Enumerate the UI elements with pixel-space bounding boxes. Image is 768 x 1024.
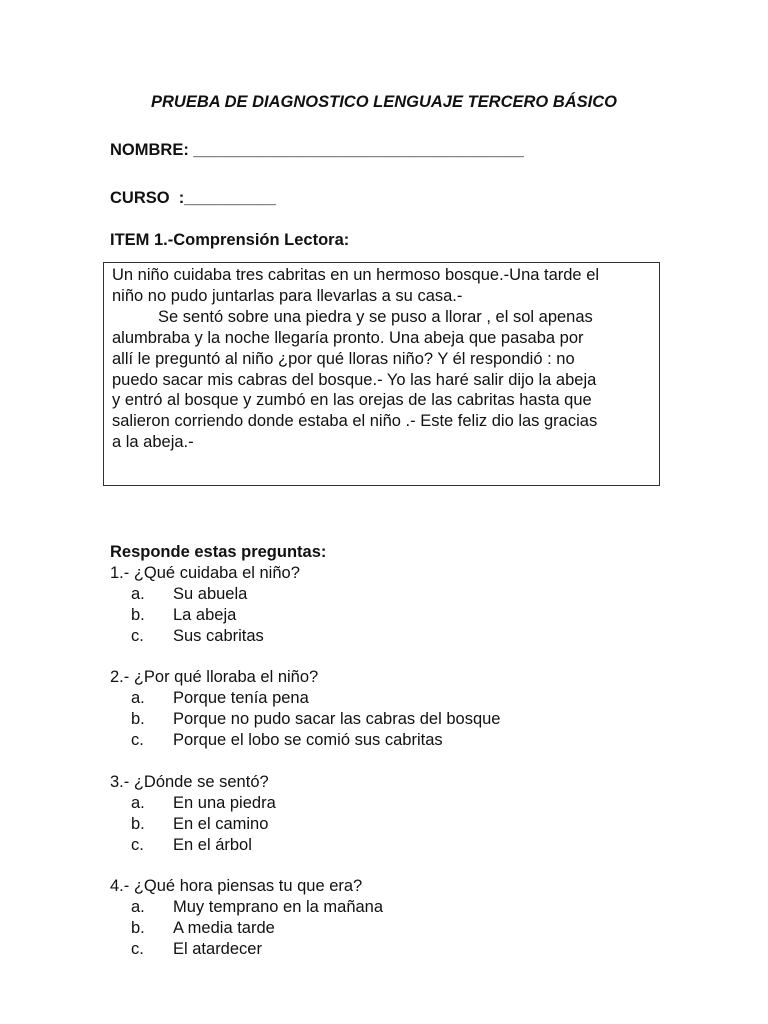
- reading-line: salieron corriendo donde estaba el niño .- Este feliz dio las gracias: [112, 412, 598, 431]
- curso-field[interactable]: CURSO :__________: [110, 189, 277, 207]
- option-1c[interactable]: c. Sus cabritas: [131, 626, 264, 645]
- question-3: [110, 772, 670, 856]
- reading-line: alumbraba y la noche llegaría pronto. Una abeja que pasaba por: [112, 328, 584, 347]
- option-3b[interactable]: b. En el camino: [131, 814, 269, 833]
- question-2: [110, 667, 670, 751]
- reading-line: niño no pudo juntarlas para llevarlas a su casa.-: [112, 286, 463, 305]
- reading-line: allí le preguntó al niño ¿por qué lloras niño? Y él respondió : no: [112, 349, 575, 368]
- page-title: PRUEBA DE DIAGNOSTICO LENGUAJE TERCERO BÁSICO: [150, 93, 617, 111]
- question-text: 4.- ¿Qué hora piensas tu que era?: [110, 877, 363, 896]
- option-4c[interactable]: c. El atardecer: [131, 940, 262, 959]
- option-2a[interactable]: a. Porque tenía pena: [131, 689, 309, 708]
- option-2c[interactable]: c. Porque el lobo se comió sus cabritas: [131, 731, 443, 750]
- option-3a[interactable]: a. En una piedra: [131, 793, 276, 812]
- reading-line: Se sentó sobre una piedra y se puso a llorar , el sol apenas: [158, 307, 593, 326]
- reading-line: Un niño cuidaba tres cabritas en un hermoso bosque.-Una tarde el: [112, 266, 600, 284]
- reading-line: a la abeja.-: [112, 433, 194, 452]
- question-1: [110, 563, 670, 647]
- option-1a[interactable]: a. Su abuela: [131, 584, 248, 603]
- questions-section: [110, 542, 670, 981]
- option-4b[interactable]: b. A media tarde: [131, 919, 275, 938]
- item-heading: ITEM 1.-Comprensión Lectora:: [110, 231, 350, 249]
- question-text: 1.- ¿Qué cuidaba el niño?: [110, 563, 300, 582]
- option-3c[interactable]: c. En el árbol: [131, 835, 252, 854]
- question-text: 2.- ¿Por qué lloraba el niño?: [110, 668, 319, 687]
- reading-line: y entró al bosque y zumbó en las orejas de las cabritas hasta que: [112, 391, 592, 410]
- question-4: [110, 876, 670, 960]
- questions-heading: Responde estas preguntas:: [110, 543, 327, 561]
- question-text: 3.- ¿Dónde se sentó?: [110, 772, 269, 791]
- reading-passage-box: [103, 262, 660, 486]
- option-2b[interactable]: b. Porque no pudo sacar las cabras del bosque: [131, 710, 501, 729]
- nombre-field[interactable]: NOMBRE: ____________________________________: [110, 141, 524, 159]
- option-4a[interactable]: a. Muy temprano en la mañana: [131, 898, 384, 917]
- reading-line: puedo sacar mis cabras del bosque.- Yo las haré salir dijo la abeja: [112, 370, 597, 389]
- option-1b[interactable]: b. La abeja: [131, 605, 237, 624]
